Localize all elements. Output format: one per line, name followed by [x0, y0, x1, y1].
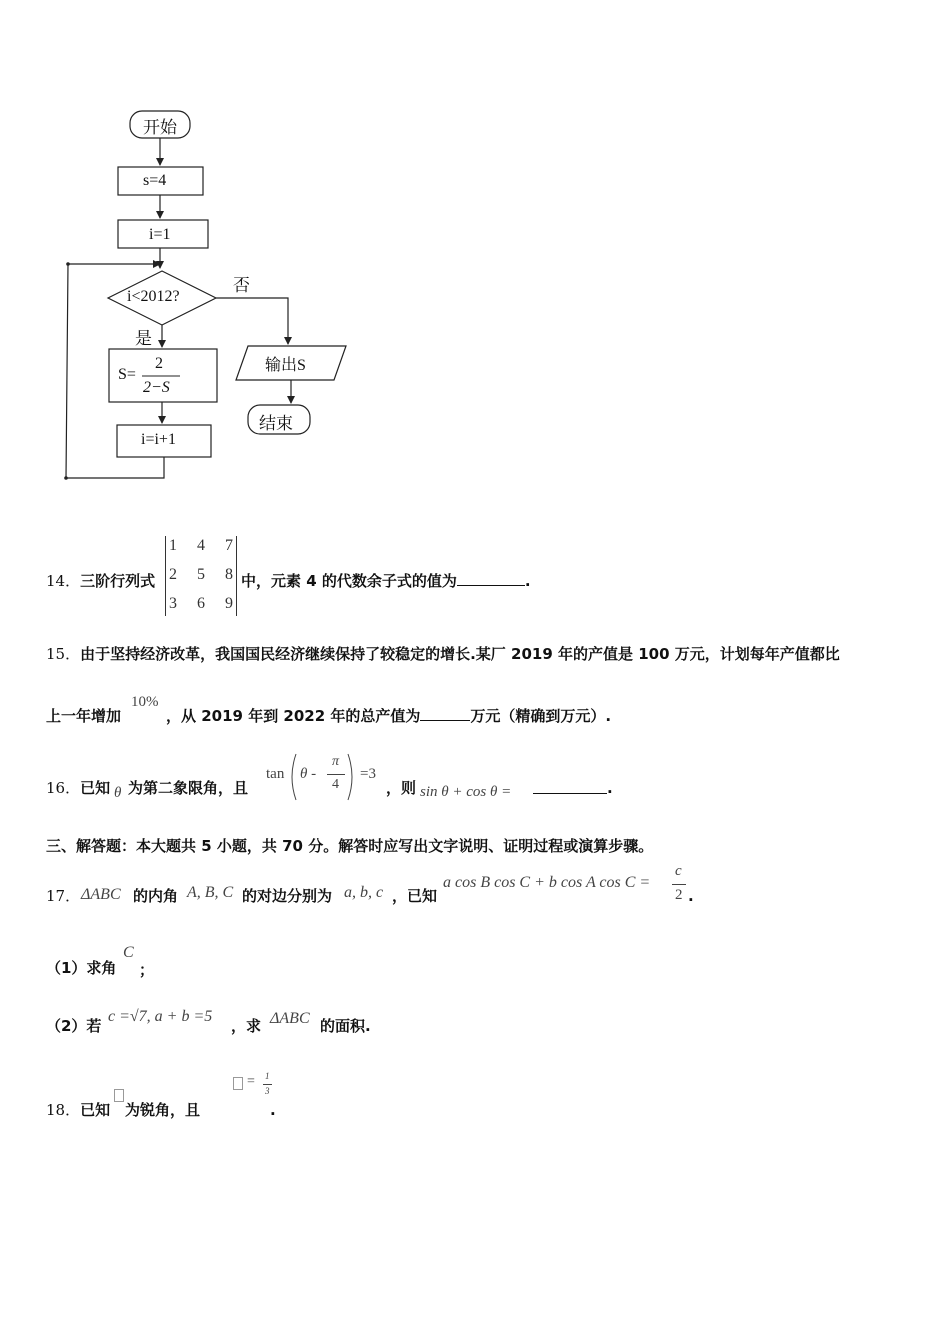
q16-expr: sin θ + cos θ =	[420, 784, 512, 800]
q17-part2-mid: ，求	[231, 1017, 262, 1035]
q18-frac-den: 3	[265, 1086, 270, 1096]
det-cell: 8	[225, 566, 233, 583]
no-label: 否	[233, 276, 250, 296]
q16-eq3: =3	[360, 766, 376, 782]
det-cell: 6	[197, 595, 205, 612]
q16-theta-minus: θ -	[300, 766, 317, 782]
q17-triangle: ΔABC	[81, 886, 121, 903]
q18-frac-num: 1	[265, 1071, 270, 1081]
assign-numerator: 2	[155, 355, 163, 372]
yes-label: 是	[135, 329, 152, 349]
start-label: 开始	[143, 118, 177, 138]
assign-denominator: 2−S	[143, 379, 170, 396]
q17-part2-end: 的面积.	[320, 1017, 371, 1035]
det-cell: 7	[225, 537, 233, 554]
q17-t3: ，已知	[392, 887, 438, 905]
q16-then: ，则	[386, 779, 417, 797]
q16-parentheses	[288, 752, 360, 802]
q18-prefix: 已知	[80, 1101, 111, 1119]
det-cell: 9	[225, 595, 233, 612]
q18-missing-glyph-icon	[114, 1089, 124, 1102]
output-label: 输出S	[265, 357, 306, 374]
det-cell: 4	[197, 537, 205, 554]
q18-line	[46, 1100, 110, 1120]
q14-answer-blank[interactable]	[457, 585, 525, 586]
increment-label: i=i+1	[141, 431, 176, 448]
q15-answer-blank[interactable]	[420, 720, 470, 721]
q18-eq: =	[247, 1074, 255, 1089]
det-cell: 5	[197, 566, 205, 583]
q16-four: 4	[332, 777, 339, 792]
q15-line2	[46, 706, 121, 726]
q14-prefix: 三阶行列式	[80, 572, 156, 590]
q16-theta: θ	[114, 785, 122, 801]
assign-prefix: S=	[118, 366, 136, 383]
q14-line	[46, 571, 155, 591]
q17-sides: a, b, c	[344, 884, 384, 901]
q14-end: .	[524, 572, 531, 590]
q15-middle: ，从 2019 年到 2022 年的总产值为	[166, 707, 421, 725]
q16-pi: π	[332, 754, 340, 769]
q16-number: 16．	[46, 779, 81, 797]
q17-part1-end: ；	[139, 961, 155, 979]
q16-pi-bar	[327, 774, 345, 775]
q15-suffix: 万元（精确到万元）.	[470, 707, 612, 725]
q15-rate: 10%	[131, 694, 159, 710]
condition-label: i<2012?	[127, 288, 180, 305]
q16-prefix: 已知	[80, 779, 111, 797]
q17-part1-var: C	[123, 944, 134, 961]
q14-rest	[241, 571, 531, 591]
q16-middle: 为第二象限角，且	[128, 779, 249, 797]
q15-prefix: 上一年增加	[46, 707, 122, 725]
i-init-label: i=1	[149, 226, 171, 243]
q17-part2-cond: c =√7, a + b =5	[108, 1008, 213, 1025]
flowchart	[0, 0, 400, 500]
q17-part2-label: （2）若	[46, 1017, 102, 1035]
det-cell: 2	[169, 566, 177, 583]
q17-t2: 的对边分别为	[242, 887, 333, 905]
q17-number-text: 17．	[46, 887, 81, 905]
q18-number: 18．	[46, 1101, 81, 1119]
q17-part1-label: （1）求角	[46, 959, 117, 977]
q15-line1	[46, 644, 840, 664]
q17-part2	[46, 1016, 101, 1036]
q17-t1: 的内角	[133, 887, 179, 905]
q17-angles: A, B, C	[187, 884, 234, 901]
end-label: 结束	[259, 414, 293, 434]
q17-frac-den: 2	[675, 887, 683, 903]
det-cell: 3	[169, 595, 177, 612]
q18-middle: 为锐角，且	[125, 1101, 201, 1119]
q18-frac-bar	[263, 1084, 272, 1085]
q18-end: .	[270, 1101, 276, 1119]
q16-answer-blank[interactable]	[533, 776, 607, 794]
q17-frac-num: c	[675, 863, 682, 879]
q15-number: 15．	[46, 645, 81, 663]
q17-equation: a cos B cos C + b cos A cos C =	[443, 874, 651, 891]
q16-tan: tan	[266, 766, 285, 782]
q16-end: .	[607, 779, 613, 797]
q14-number: 14．	[46, 572, 81, 590]
section3-heading: 三、解答题：本大题共 5 小题，共 70 分。解答时应写出文字说明、证明过程或演算步骤。	[46, 837, 654, 855]
det-right-bar	[236, 536, 237, 616]
q16-line	[46, 778, 110, 798]
det-cell: 1	[169, 537, 177, 554]
q15-line2-rest	[166, 706, 611, 726]
q17-part2-tri: ΔABC	[270, 1010, 310, 1027]
q17-end: .	[688, 887, 694, 905]
s-init-label: s=4	[143, 172, 167, 189]
q17-part1	[46, 958, 116, 978]
q15-text1: 由于坚持经济改革，我国国民经济继续保持了较稳定的增长.某厂 2019 年的产值是 100 万元，计划每年产值都比	[80, 645, 840, 663]
q17-frac-bar	[672, 884, 686, 885]
q14-suffix: 中，元素 4 的代数余子式的值为	[241, 572, 457, 590]
q18-missing-glyph-icon-2	[233, 1077, 243, 1090]
q17-number	[46, 886, 80, 906]
